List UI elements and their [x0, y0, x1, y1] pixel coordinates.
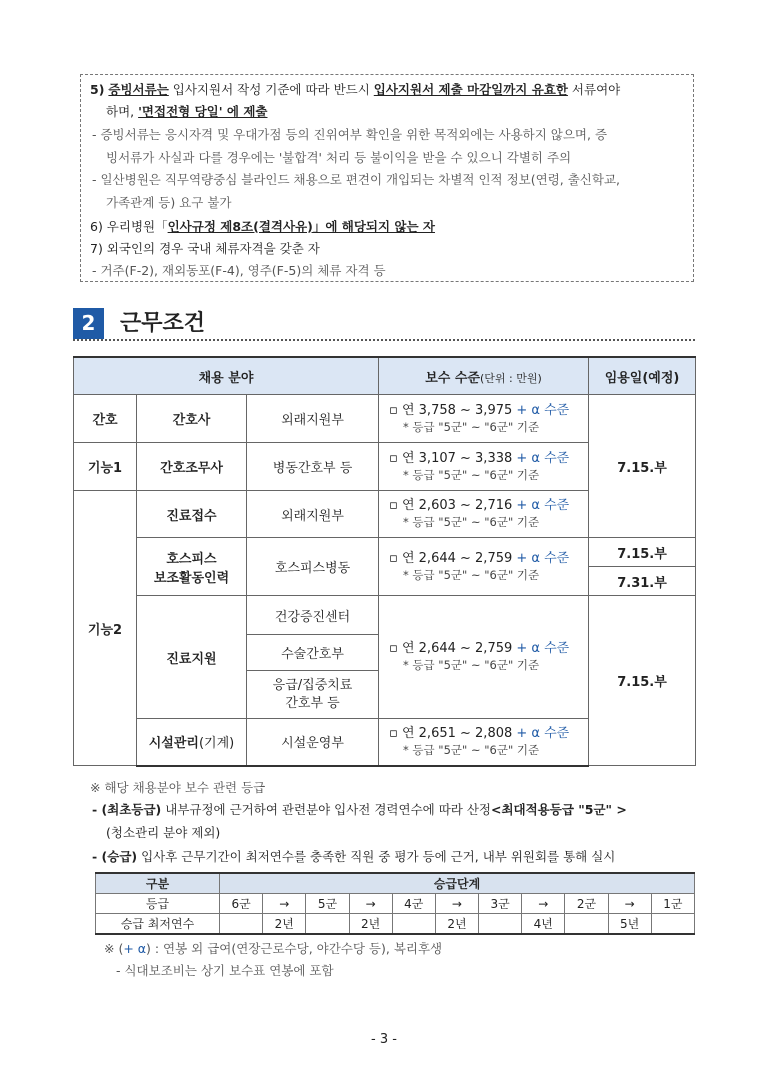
job-reception: 진료접수 — [137, 491, 247, 538]
pay-cell: ▫ 연 2,603 ~ 2,716 + α 수준 * 등급 "5군" ~ "6군" 기준 — [379, 491, 589, 538]
job-facility: 시설관리(기계) — [137, 719, 247, 766]
section-number: 2 — [73, 308, 104, 339]
dept: 외래지원부 — [247, 395, 379, 443]
pay-cell: ▫ 연 3,107 ~ 3,338 + α 수준 * 등급 "5군" ~ "6군" 기준 — [379, 443, 589, 491]
dept: 호스피스병동 — [247, 538, 379, 596]
req-line-6: 6) 우리병원「인사규정 제8조(결격사유)」에 해당되지 않는 자 — [90, 219, 435, 234]
group-tech2: 기능2 — [74, 491, 137, 766]
req-note-1: - 증빙서류는 응시자격 및 우대가점 등의 진위여부 확인을 위한 목적외에는 사용하지 않으며, 증 — [92, 127, 608, 142]
table-row — [74, 395, 696, 443]
req-note-2b: 가족관계 등) 요구 불가 — [106, 195, 232, 210]
pay-cell: ▫ 연 2,644 ~ 2,759 + α 수준 * 등급 "5군" ~ "6군" 기준 — [379, 538, 589, 596]
dept: 응급/집중치료 간호부 등 — [247, 671, 379, 719]
header-field: 채용 분야 — [74, 357, 379, 395]
note-promotion: - (승급) 입사후 근무기간이 최저연수를 충족한 직원 중 평가 등에 근거, 내부 위원회를 통해 실시 — [92, 849, 616, 864]
note-exclusion: (청소관리 분야 제외) — [106, 825, 221, 840]
table-row — [74, 596, 696, 635]
work-conditions-table — [73, 356, 696, 767]
footer-note-alpha: ※ (+ α) : 연봉 외 급여(연장근로수당, 야간수당 등), 복리후생 — [104, 941, 443, 956]
table-row — [96, 873, 695, 894]
group-tech1: 기능1 — [74, 443, 137, 491]
dept: 건강증진센터 — [247, 596, 379, 635]
pay-cell: ▫ 연 3,758 ~ 3,975 + α 수준 * 등급 "5군" ~ "6군" 기준 — [379, 395, 589, 443]
job-nurse: 간호사 — [137, 395, 247, 443]
table-row: 등급 6군 → 5군 → 4군 → 3군 → 2군 → 1군 — [96, 894, 695, 914]
section-divider — [73, 339, 695, 341]
header-pay: 보수 수준(단위 : 만원) — [379, 357, 589, 395]
header-class: 구분 — [96, 873, 220, 894]
header-step: 승급단계 — [220, 873, 695, 894]
req-note-2: - 일산병원은 직무역량중심 블라인드 채용으로 편견이 개입되는 차별적 인적 정보(연령, 출신학교, — [92, 172, 620, 187]
header-date: 임용일(예정) — [589, 357, 696, 395]
dept: 시설운영부 — [247, 719, 379, 766]
req-line-5b: 하며, '면접전형 당일' 에 제출 — [106, 104, 268, 119]
req-line-5: 5) 증빙서류는 입사지원서 작성 기준에 따라 반드시 입사지원서 제출 마감일까지 유효한 서류여야 — [90, 82, 621, 97]
req-note-1b: 빙서류가 사실과 다를 경우에는 '불합격' 처리 등 불이익을 받을 수 있으니 각별히 주의 — [106, 150, 572, 165]
date-cell: 7.15.부 — [589, 538, 696, 567]
note-initial-grade: - (최초등급) 내부규정에 근거하여 관련분야 입사전 경력연수에 따라 산정<최대적용등급 "5군" > — [92, 802, 627, 817]
section-title: 근무조건 — [120, 311, 206, 336]
dept: 외래지원부 — [247, 491, 379, 538]
dept: 수술간호부 — [247, 635, 379, 671]
group-nurse: 간호 — [74, 395, 137, 443]
dept: 병동간호부 등 — [247, 443, 379, 491]
job-hospice: 호스피스 보조활동인력 — [137, 538, 247, 596]
date-cell: 7.31.부 — [589, 567, 696, 596]
pay-cell: ▫ 연 2,644 ~ 2,759 + α 수준 * 등급 "5군" ~ "6군" 기준 — [379, 596, 589, 719]
table-row — [74, 538, 696, 567]
date-cell: 7.15.부 — [589, 596, 696, 766]
note-grade-heading: ※ 해당 채용분야 보수 관련 등급 — [90, 780, 266, 795]
page-number: - 3 - — [371, 1032, 397, 1047]
req-note-3: - 거주(F-2), 재외동포(F-4), 영주(F-5)의 체류 자격 등 — [92, 263, 386, 278]
req-line-7: 7) 외국인의 경우 국내 체류자격을 갖춘 자 — [90, 241, 320, 256]
date-cell: 7.15.부 — [589, 395, 696, 538]
footer-note-meal: - 식대보조비는 상기 보수표 연봉에 포함 — [116, 963, 334, 978]
job-nurse-aide: 간호조무사 — [137, 443, 247, 491]
pay-cell: ▫ 연 2,651 ~ 2,808 + α 수준 * 등급 "5군" ~ "6군" 기준 — [379, 719, 589, 766]
promotion-table — [95, 872, 695, 935]
table-row: 승급 최저연수 2년 2년 2년 4년 5년 — [96, 914, 695, 935]
job-clinical-support: 진료지원 — [137, 596, 247, 719]
